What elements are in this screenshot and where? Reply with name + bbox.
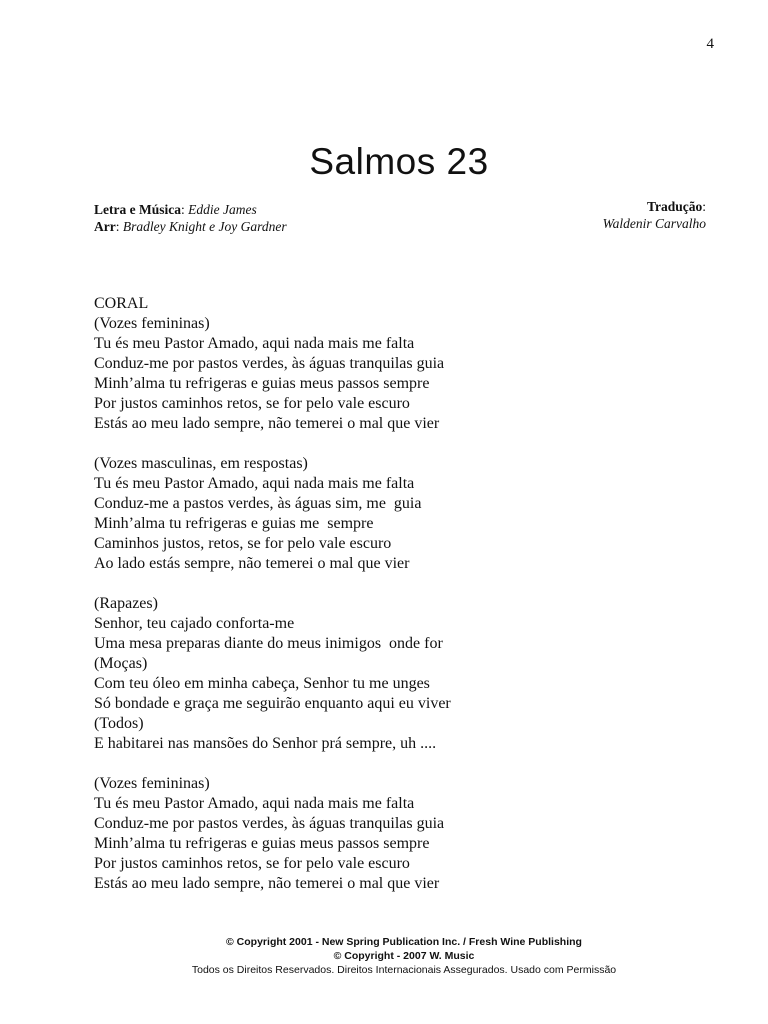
copyright-footer — [0, 935, 768, 977]
copyright-line-1: © Copyright 2001 - New Spring Publication Inc. / Fresh Wine Publishing — [226, 936, 582, 948]
lyric-line: Conduz-me por pastos verdes, às águas tranquilas guia — [94, 355, 445, 372]
lyric-line: Minh’alma tu refrigeras e guias meus passos sempre — [94, 835, 430, 852]
lyric-line: Caminhos justos, retos, se for pelo vale escuro — [94, 535, 392, 552]
lyric-line: (Moças) — [94, 655, 148, 672]
translation-label: Tradução — [646, 199, 703, 214]
arr-label: Arr — [94, 219, 116, 234]
lyric-line: (Todos) — [94, 715, 144, 732]
page-number: 4 — [706, 36, 714, 52]
lyric-line: Conduz-me a pastos verdes, às águas sim, me guia — [94, 495, 422, 512]
lyric-line: Por justos caminhos retos, se for pelo vale escuro — [94, 855, 410, 872]
lyric-line: Estás ao meu lado sempre, não temerei o mal que vier — [94, 415, 440, 432]
lyrics-music-credit — [94, 201, 287, 218]
stanza — [94, 594, 694, 754]
lyrics-music-value: Eddie James — [188, 202, 257, 217]
copyright-line-3: Todos os Direitos Reservados. Direitos Internacionais Assegurados. Usado com Permissão — [191, 964, 617, 976]
lyric-line: Com teu óleo em minha cabeça, Senhor tu me unges — [94, 675, 430, 692]
stanza — [94, 454, 694, 574]
lyric-line: Minh’alma tu refrigeras e guias meus passos sempre — [94, 375, 430, 392]
lyric-line: Tu és meu Pastor Amado, aqui nada mais me falta — [94, 475, 415, 492]
lyric-line: Só bondade e graça me seguirão enquanto aqui eu viver — [94, 695, 451, 712]
lyric-line: E habitarei nas mansões do Senhor prá sempre, uh .... — [94, 735, 437, 752]
lyric-line: Por justos caminhos retos, se for pelo vale escuro — [94, 395, 410, 412]
stanza — [94, 774, 694, 894]
lyric-line: Tu és meu Pastor Amado, aqui nada mais me falta — [94, 335, 415, 352]
translation-credit — [603, 198, 706, 215]
lyric-line: (Vozes masculinas, em respostas) — [94, 455, 308, 472]
lyric-line: Ao lado estás sempre, não temerei o mal que vier — [94, 555, 410, 572]
lyric-line: Estás ao meu lado sempre, não temerei o mal que vier — [94, 875, 440, 892]
stanza — [94, 294, 694, 434]
lyric-line: Uma mesa preparas diante do meus inimigos onde for — [94, 635, 443, 652]
colon: : — [180, 202, 189, 217]
arr-credit — [94, 218, 287, 235]
lyric-line: Conduz-me por pastos verdes, às águas tranquilas guia — [94, 815, 445, 832]
lyric-line: (Rapazes) — [94, 595, 158, 612]
copyright-line-2: © Copyright - 2007 W. Music — [333, 950, 475, 962]
lyric-line: Minh’alma tu refrigeras e guias me sempre — [94, 515, 374, 532]
lyric-line: CORAL — [94, 295, 149, 312]
credits-left — [94, 201, 287, 235]
lyrics-music-label: Letra e Música — [94, 202, 181, 217]
colon: : — [115, 219, 123, 234]
song-title: Salmos 23 — [309, 140, 489, 182]
colon: : — [702, 199, 706, 214]
lyric-line: (Vozes femininas) — [94, 315, 210, 332]
lyrics — [94, 294, 694, 914]
translation-value: Waldenir Carvalho — [602, 216, 706, 231]
lyric-line: Tu és meu Pastor Amado, aqui nada mais me falta — [94, 795, 415, 812]
lyric-line: Senhor, teu cajado conforta-me — [94, 615, 295, 632]
arr-value: Bradley Knight e Joy Gardner — [122, 219, 287, 234]
lyric-line: (Vozes femininas) — [94, 775, 210, 792]
credits-right — [603, 198, 706, 232]
